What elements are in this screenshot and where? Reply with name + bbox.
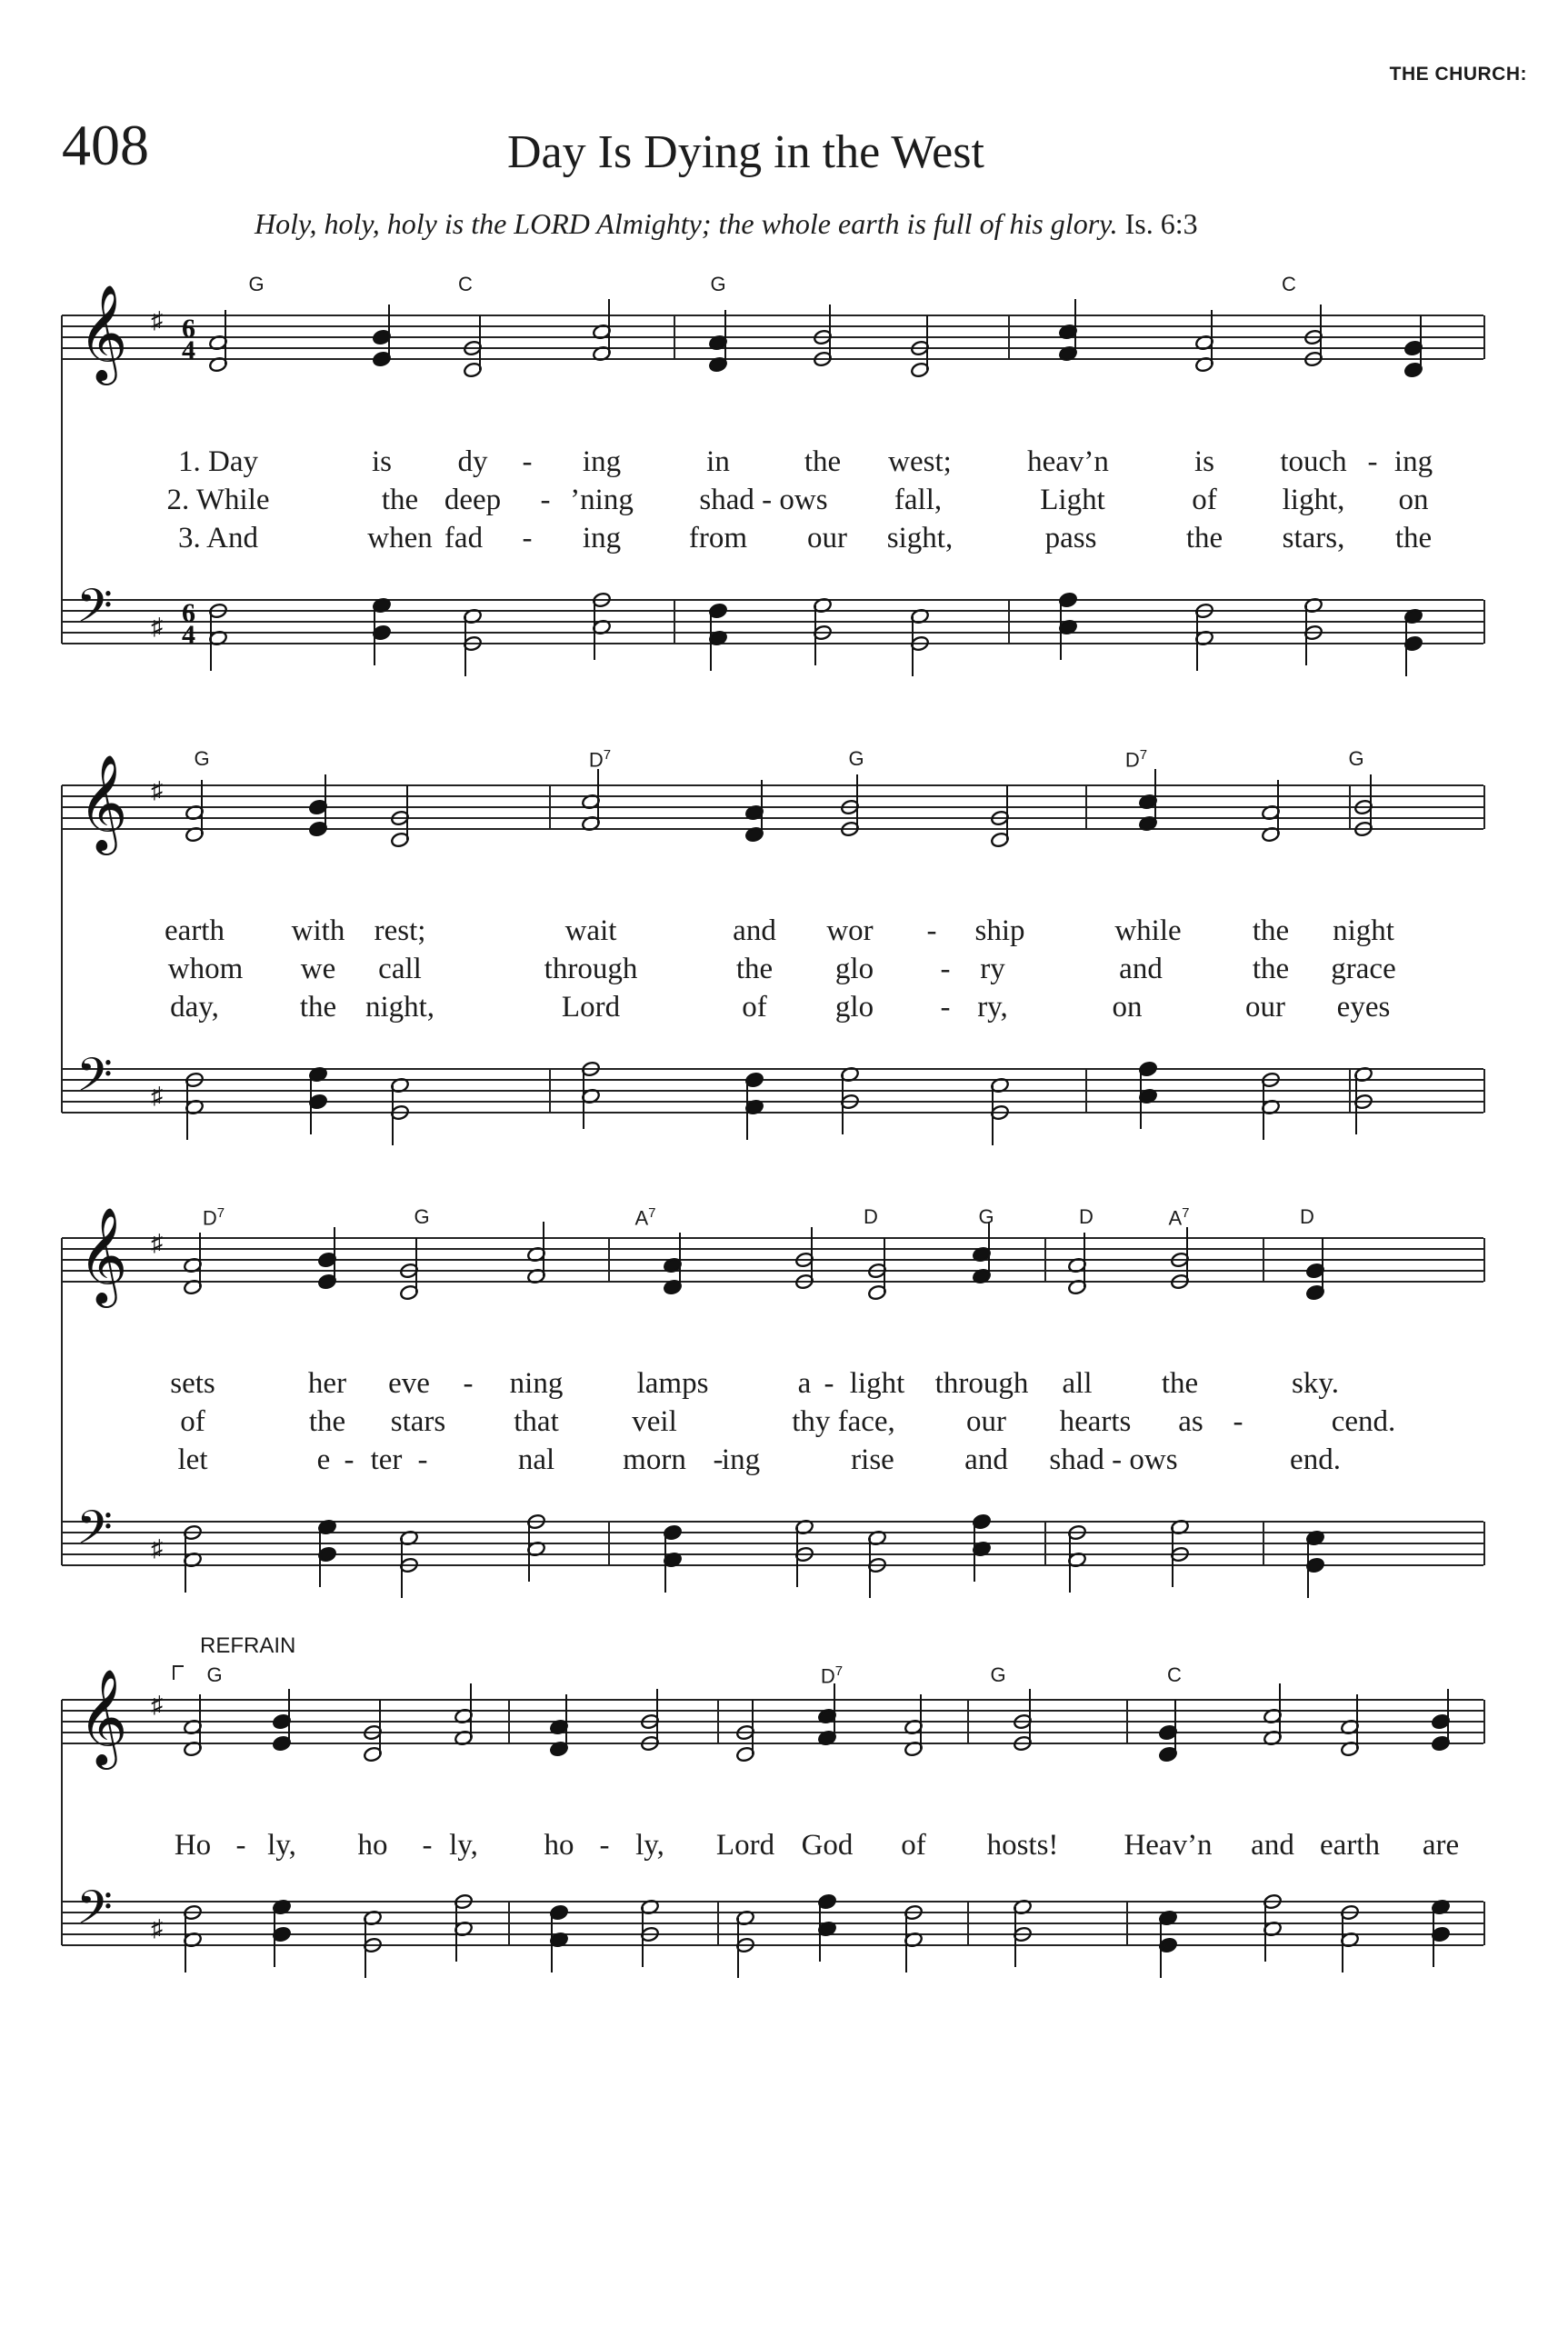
svg-text:4: 4 <box>182 620 195 650</box>
lyric-syllable: on <box>1112 991 1143 1024</box>
chord-root: G <box>194 747 210 770</box>
scripture-reference: Is. 6:3 <box>1124 207 1198 240</box>
lyric-syllable: our <box>1245 991 1285 1024</box>
chord-extension: 7 <box>1139 747 1148 763</box>
lyric-syllable: west; <box>888 445 952 478</box>
lyric-syllable: while <box>1114 914 1182 947</box>
lyric-syllable: our <box>807 522 847 554</box>
scripture-text: Holy, holy, holy is the LORD Almighty; the whole earth is full of his glory. <box>255 207 1118 240</box>
lyric-syllable: the <box>299 991 337 1024</box>
lyric-syllable: cend. <box>1331 1405 1396 1438</box>
lyric-syllable: ing <box>721 1443 761 1476</box>
section-label: THE CHURCH: <box>1389 64 1527 85</box>
lyric-syllable: light <box>849 1367 905 1400</box>
lyric-syllable: as <box>1178 1405 1203 1438</box>
chord-root: D <box>1300 1205 1314 1228</box>
lyric-syllable: earth <box>165 914 225 947</box>
lyric-syllable: 1. Day <box>178 445 258 478</box>
lyric-syllable: and <box>733 914 776 947</box>
lyric-syllable: all <box>1062 1367 1093 1400</box>
lyric-syllable: the <box>1252 914 1290 947</box>
chord-root: D <box>1124 748 1140 772</box>
bass-chord-note <box>904 1904 923 1972</box>
chord-symbol <box>206 1663 222 1687</box>
lyric-syllable: night, <box>365 991 435 1024</box>
lyric-syllable: the <box>1161 1367 1199 1400</box>
lyric-syllable: - <box>522 445 533 478</box>
lyric-syllable: are <box>1422 1829 1460 1862</box>
lyric-syllable: - <box>417 1443 428 1476</box>
lyric-syllable: shad - ows <box>699 484 828 516</box>
chord-extension: 7 <box>648 1205 656 1221</box>
chord-root: G <box>978 1205 994 1228</box>
hymn-number: 408 <box>62 113 149 177</box>
lyric-syllable: Lord <box>561 991 621 1024</box>
key-signature-sharp: ♯ <box>151 1692 163 1718</box>
bass-chord-note <box>454 1893 473 1962</box>
chord-root: D <box>820 1664 835 1688</box>
lyric-syllable: and <box>1119 953 1163 985</box>
lyric-syllable: hosts! <box>986 1829 1059 1862</box>
lyric-syllable: God <box>801 1829 854 1862</box>
chord-root: G <box>414 1205 430 1228</box>
lyric-syllable: fad <box>444 522 484 554</box>
treble-clef-icon: 𝄞 <box>78 1206 128 1303</box>
chord-root: C <box>1167 1663 1182 1686</box>
chord-root: G <box>848 747 864 770</box>
key-signature-sharp: ♯ <box>151 1915 163 1942</box>
chord-root: D <box>202 1206 217 1230</box>
lyric-syllable: stars <box>390 1405 446 1438</box>
chord-symbol <box>821 1663 843 1688</box>
chord-root: C <box>458 273 473 295</box>
bass-chord-note <box>640 1899 659 1967</box>
key-signature-sharp: ♯ <box>151 1535 163 1562</box>
treble-chord-note <box>1340 1694 1359 1757</box>
treble-chord-note <box>363 1700 382 1763</box>
key-signature-sharp: ♯ <box>151 1083 163 1109</box>
chord-root: G <box>1348 747 1364 770</box>
lyric-syllable: rise <box>851 1443 894 1476</box>
svg-text:6: 6 <box>182 598 195 628</box>
lyric-syllable: thy face, <box>792 1405 895 1438</box>
lyric-syllable: the <box>735 953 774 985</box>
lyric-syllable: let <box>177 1443 208 1476</box>
treble-chord-note <box>549 1694 568 1757</box>
lyric-syllable: ing <box>1393 445 1433 478</box>
lyric-syllable: end. <box>1290 1443 1341 1476</box>
lyric-syllable: is <box>1193 445 1215 478</box>
key-signature-sharp: ♯ <box>151 777 163 804</box>
treble-clef-icon: 𝄞 <box>78 754 128 851</box>
chord-symbol <box>1167 1663 1182 1687</box>
lyric-syllable: night <box>1333 914 1394 947</box>
lyric-syllable: grace <box>1331 953 1396 985</box>
chord-symbol <box>990 1663 1005 1687</box>
chord-root: C <box>1282 273 1296 295</box>
lyric-syllable: ly, <box>449 1829 478 1862</box>
chord-root: A <box>634 1206 649 1230</box>
lyric-syllable: of <box>742 991 767 1024</box>
lyric-syllable: - <box>926 914 937 947</box>
bass-clef-icon: 𝄢 <box>76 1047 113 1114</box>
chord-root: D <box>864 1205 878 1228</box>
lyric-syllable: Heav’n <box>1124 1829 1213 1862</box>
lyric-syllable: ter <box>370 1443 403 1476</box>
treble-chord-note <box>817 1683 836 1746</box>
lyric-syllable: ry <box>980 953 1005 985</box>
treble-chord-note <box>1013 1689 1032 1752</box>
lyric-syllable: nal <box>517 1443 555 1476</box>
lyric-syllable: and <box>964 1443 1008 1476</box>
lyric-syllable: - <box>1233 1405 1243 1438</box>
lyric-syllable: - <box>1367 445 1378 478</box>
lyric-syllable: ing <box>582 445 622 478</box>
lyric-syllable: deep <box>444 484 502 516</box>
bass-clef-icon: 𝄢 <box>76 1880 113 1946</box>
lyric-syllable: dy <box>457 445 488 478</box>
lyric-syllable: - <box>940 991 951 1024</box>
lyric-syllable: wait <box>564 914 617 947</box>
chord-extension: 7 <box>216 1205 225 1221</box>
lyric-syllable: the <box>1185 522 1223 554</box>
bass-chord-note <box>549 1904 568 1972</box>
lyric-syllable: light, <box>1282 484 1345 516</box>
lyric-syllable: and <box>1251 1829 1294 1862</box>
svg-text:4: 4 <box>182 335 195 365</box>
lyric-syllable: sky. <box>1292 1367 1339 1400</box>
lyric-syllable: rest; <box>374 914 426 947</box>
treble-chord-note <box>183 1694 202 1757</box>
bass-chord-note <box>183 1904 202 1972</box>
key-signature-sharp: ♯ <box>151 307 163 334</box>
lyric-syllable: ly, <box>635 1829 664 1862</box>
lyric-syllable: Ho <box>174 1829 212 1862</box>
lyric-syllable: - <box>463 1367 474 1400</box>
lyric-syllable: e <box>316 1443 331 1476</box>
lyric-syllable: day, <box>170 991 219 1024</box>
bass-chord-note <box>272 1899 291 1967</box>
lyric-syllable: our <box>966 1405 1006 1438</box>
bass-clef-icon: 𝄢 <box>76 1500 113 1566</box>
treble-chord-note <box>454 1683 473 1746</box>
lyric-syllable: call <box>378 953 422 985</box>
treble-chord-note <box>1263 1683 1282 1746</box>
lyric-syllable: stars, <box>1282 522 1345 554</box>
lyric-syllable: a <box>797 1367 812 1400</box>
refrain-bracket <box>173 1665 184 1680</box>
lyric-syllable: heav’n <box>1027 445 1109 478</box>
lyric-syllable: when <box>367 522 433 554</box>
lyric-syllable: ho <box>357 1829 388 1862</box>
lyric-syllable: morn <box>623 1443 686 1476</box>
bass-chord-note <box>1431 1899 1450 1967</box>
lyric-syllable: whom <box>167 953 244 985</box>
chord-root: D <box>1079 1205 1094 1228</box>
bass-chord-note <box>1013 1899 1032 1967</box>
lyric-syllable: 3. And <box>177 522 259 554</box>
hymn-title: Day Is Dying in the West <box>507 126 984 178</box>
lyric-syllable: - <box>713 1443 724 1476</box>
chord-root: D <box>588 748 604 772</box>
lyric-syllable: - <box>522 522 533 554</box>
lyric-syllable: through <box>544 953 638 985</box>
chord-extension: 7 <box>603 747 612 763</box>
lyric-syllable: hearts <box>1059 1405 1132 1438</box>
treble-clef-icon: 𝄞 <box>78 1668 128 1765</box>
chord-root: G <box>710 273 726 295</box>
treble-chord-note <box>272 1689 291 1752</box>
lyric-syllable: in <box>706 445 730 478</box>
chord-extension: 7 <box>834 1663 844 1679</box>
lyric-syllable: ’ning <box>570 484 634 516</box>
lyric-syllable: we <box>300 953 336 985</box>
lyric-syllable: - <box>940 953 951 985</box>
chord-root: G <box>248 273 265 295</box>
lyric-syllable: glo <box>834 953 874 985</box>
bass-chord-note <box>817 1893 836 1962</box>
treble-chord-note <box>1158 1700 1177 1763</box>
chord-extension: 7 <box>1182 1205 1190 1221</box>
lyric-syllable: her <box>307 1367 347 1400</box>
bass-clef-icon: 𝄢 <box>76 578 113 644</box>
lyric-syllable: that <box>514 1405 559 1438</box>
treble-chord-note <box>904 1694 923 1757</box>
lyric-syllable: ship <box>974 914 1025 947</box>
lyric-syllable: Light <box>1040 484 1105 516</box>
lyric-syllable: through <box>934 1367 1029 1400</box>
key-signature-sharp: ♯ <box>151 1230 163 1256</box>
lyric-syllable: of <box>1192 484 1217 516</box>
lyric-syllable: Lord <box>715 1829 775 1862</box>
lyric-syllable: sets <box>170 1367 215 1400</box>
lyric-syllable: ry, <box>977 991 1008 1024</box>
bass-chord-note <box>1340 1904 1359 1972</box>
lyric-syllable: - <box>824 1367 834 1400</box>
chord-root: A <box>1168 1206 1183 1230</box>
lyric-syllable: touch <box>1280 445 1347 478</box>
key-signature-sharp: ♯ <box>151 614 163 640</box>
bass-chord-note <box>363 1910 382 1978</box>
treble-clef-icon: 𝄞 <box>78 284 128 381</box>
lyric-syllable: the <box>381 484 419 516</box>
lyric-syllable: - <box>422 1829 433 1862</box>
chord-root: G <box>990 1663 1006 1686</box>
treble-chord-note <box>735 1700 754 1763</box>
lyric-syllable: earth <box>1320 1829 1380 1862</box>
lyric-syllable: ning <box>509 1367 564 1400</box>
bass-chord-note <box>1263 1893 1282 1962</box>
lyric-syllable: - <box>344 1443 355 1476</box>
svg-text:6: 6 <box>182 314 195 344</box>
lyric-syllable: the <box>308 1405 346 1438</box>
treble-chord-note <box>640 1689 659 1752</box>
lyric-syllable: wor <box>826 914 874 947</box>
lyric-syllable: the <box>804 445 842 478</box>
bass-chord-note <box>735 1910 754 1978</box>
lyric-syllable: - <box>540 484 551 516</box>
lyric-syllable: of <box>901 1829 926 1862</box>
lyric-syllable: veil <box>632 1405 677 1438</box>
lyric-syllable: - <box>599 1829 610 1862</box>
lyric-syllable: fall, <box>894 484 943 516</box>
lyric-syllable: eve <box>388 1367 430 1400</box>
lyric-syllable: ly, <box>267 1829 296 1862</box>
lyric-syllable: 2. While <box>166 484 270 516</box>
lyric-syllable: is <box>371 445 393 478</box>
lyric-syllable: pass <box>1044 522 1097 554</box>
refrain-label: REFRAIN <box>200 1633 296 1658</box>
bass-chord-note <box>1158 1910 1177 1978</box>
lyric-syllable: - <box>235 1829 246 1862</box>
lyric-syllable: on <box>1398 484 1429 516</box>
lyric-syllable: sight, <box>886 522 954 554</box>
lyric-syllable: lamps <box>636 1367 709 1400</box>
lyric-syllable: the <box>1252 953 1290 985</box>
lyric-syllable: with <box>291 914 345 947</box>
lyric-syllable: shad - ows <box>1049 1443 1178 1476</box>
lyric-syllable: the <box>1394 522 1433 554</box>
lyric-syllable: ho <box>544 1829 574 1862</box>
treble-chord-note <box>1431 1689 1450 1752</box>
lyric-syllable: glo <box>834 991 874 1024</box>
lyric-syllable: of <box>180 1405 205 1438</box>
lyric-syllable: from <box>688 522 748 554</box>
chord-root: G <box>206 1663 223 1686</box>
lyric-syllable: eyes <box>1336 991 1391 1024</box>
lyric-syllable: ing <box>582 522 622 554</box>
